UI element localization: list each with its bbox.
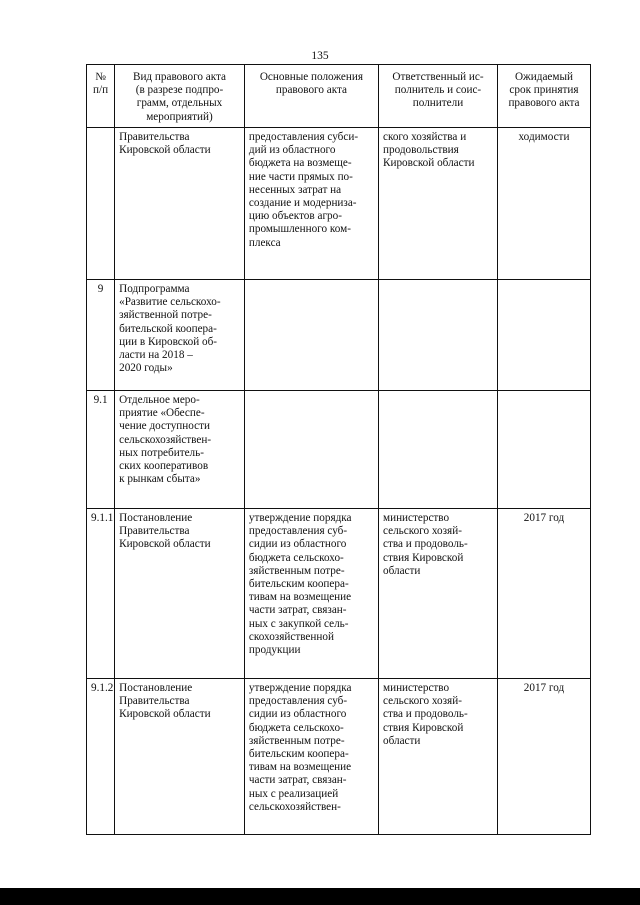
row-responsible: министерство сельского хозяй- ства и продоволь- ствия Кировской области — [379, 508, 498, 678]
table-row — [87, 390, 591, 508]
row-act-type: Правительства Кировской области — [115, 127, 245, 279]
row-responsible: министерство сельского хозяй- ства и продоволь- ствия Кировской области — [379, 678, 498, 834]
table-header-row — [87, 65, 591, 128]
row-main-provisions: предоставления субси- дий из областного бюджета на возмеще- ние части прямых по- несенных затрат на создание и модерниза- цию объектов агро- промышленного ком- плекса — [244, 127, 378, 279]
table-row — [87, 508, 591, 678]
scan-edge-bar — [0, 888, 640, 905]
header-responsible: Ответственный ис- полнитель и соис- полнители — [379, 65, 498, 128]
header-number: № п/п — [87, 65, 115, 128]
header-main-provisions: Основные положения правового акта — [244, 65, 378, 128]
row-expected-date — [497, 390, 590, 508]
header-expected-date: Ожидаемый срок принятия правового акта — [497, 65, 590, 128]
row-act-type: Подпрограмма «Развитие сельскохо- зяйственной потре- бительской коопера- ции в Кировской об- ласти на 2018 – 2020 годы» — [115, 279, 245, 390]
row-act-type: Отдельное меро- приятие «Обеспе- чение доступности сельскохозяйствен- ных потребитель- ских кооперативов к рынкам сбыта» — [115, 390, 245, 508]
row-number: 9.1 — [87, 390, 115, 508]
table-row — [87, 127, 591, 279]
table-row — [87, 279, 591, 390]
page-number: 135 — [311, 50, 329, 62]
row-main-provisions: утверждение порядка предоставления суб- сидии из областного бюджета сельскохо- зяйственным потре- бительским коопера- тивам на возмещение части затрат, связан- ных с реализацией сельскохозяйствен- — [244, 678, 378, 834]
row-main-provisions — [244, 279, 378, 390]
row-number: 9.1.1 — [87, 508, 115, 678]
row-act-type: Постановление Правительства Кировской области — [115, 508, 245, 678]
row-expected-date: ходимости — [497, 127, 590, 279]
row-responsible: ского хозяйства и продовольствия Кировской области — [379, 127, 498, 279]
table-row — [87, 678, 591, 834]
row-main-provisions — [244, 390, 378, 508]
row-responsible — [379, 279, 498, 390]
row-expected-date: 2017 год — [497, 678, 590, 834]
row-responsible — [379, 390, 498, 508]
row-expected-date — [497, 279, 590, 390]
row-expected-date: 2017 год — [497, 508, 590, 678]
row-number: 9 — [87, 279, 115, 390]
row-number: 9.1.2 — [87, 678, 115, 834]
row-main-provisions: утверждение порядка предоставления суб- сидии из областного бюджета сельскохо- зяйственным потре- бительским коопера- тивам на возмещение части затрат, связан- ных с закупкой сель- скохозяйственной продукции — [244, 508, 378, 678]
row-act-type: Постановление Правительства Кировской области — [115, 678, 245, 834]
header-act-type: Вид правового акта (в разрезе подпро- грамм, отдельных мероприятий) — [115, 65, 245, 128]
legal-acts-table — [86, 64, 591, 835]
row-number — [87, 127, 115, 279]
